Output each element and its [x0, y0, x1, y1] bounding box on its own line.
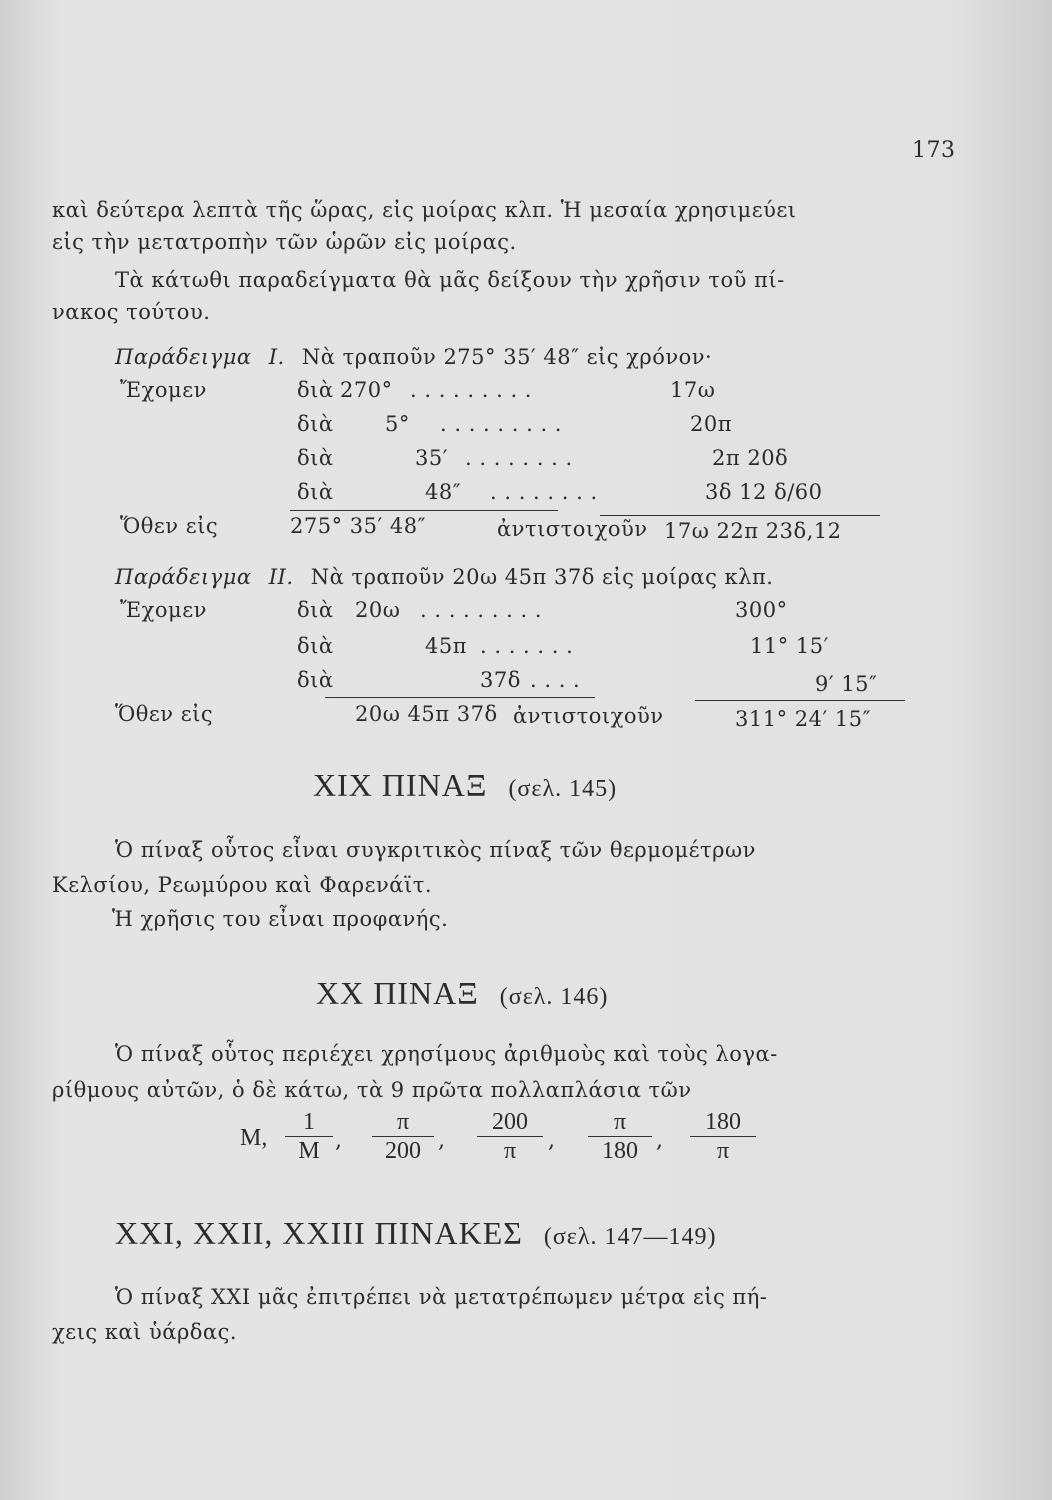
example2-row-3-dia: διὰ — [297, 668, 334, 692]
section19-ref: (σελ. 145) — [508, 776, 618, 802]
example1-left-rule — [290, 510, 558, 511]
example1-row-2-value: 5° — [385, 412, 410, 436]
example2-numeral: ΙΙ. — [268, 565, 294, 589]
example2-row-2-dots: . . . . . . . — [480, 634, 574, 658]
example2-whence-label: Ὅθεν εἰς — [115, 702, 214, 726]
fraction-separator-4: , — [656, 1128, 663, 1153]
fraction-separator-2: , — [438, 1128, 445, 1153]
example2-corresponds: ἀντιστοιχοῦν — [513, 704, 664, 728]
section21-ref: (σελ. 147—149) — [543, 1224, 717, 1250]
example1-title: Νὰ τραποῦν 275° 35′ 48″ εἰς χρόνον· — [301, 345, 713, 369]
fraction-1-over-M — [285, 1108, 333, 1165]
fraction-180-over-pi — [690, 1108, 756, 1165]
example2-title: Νὰ τραποῦν 20ω 45π 37δ εἰς μοίρας κλπ. — [310, 565, 774, 589]
intro-line-4: νακος τούτου. — [52, 300, 211, 324]
example1-total-left: 275° 35′ 48″ — [290, 514, 426, 538]
example2-label: Παράδειγμα — [115, 565, 252, 589]
fraction-1-denominator: Μ — [298, 1138, 320, 1164]
section21-line-1: Ὁ πίναξ ΧΧΙ μᾶς ἐπιτρέπει νὰ μετατρέπωμεν μέτρα εἰς πή- — [115, 1285, 768, 1309]
example1-heading — [115, 345, 712, 369]
intro-line-1: καὶ δεύτερα λεπτὰ τῆς ὥρας, εἰς μοίρας κλπ. Ἡ μεσαία χρησιμεύει — [52, 198, 797, 222]
example2-heading — [115, 565, 773, 589]
section21-line-2: χεις καὶ ὑάρδας. — [52, 1320, 238, 1344]
example2-row-2-value: 45π — [425, 634, 468, 658]
example1-row-1-dia: διὰ — [297, 378, 334, 402]
intro-line-2: εἰς τὴν μετατροπὴν τῶν ὡρῶν εἰς μοίρας. — [52, 230, 517, 254]
example2-row-1-value: 20ω — [355, 598, 401, 622]
fraction-separator-1: , — [335, 1128, 342, 1153]
fraction-3-denominator: π — [503, 1138, 517, 1164]
section19-heading — [313, 767, 617, 804]
example2-row-1-result: 300° — [735, 598, 788, 622]
example1-row-1-dots: . . . . . . . . . — [410, 378, 532, 402]
example2-row-3-value: 37δ — [480, 668, 521, 692]
fraction-4-denominator: 180 — [602, 1138, 638, 1164]
example1-row-1-value: 270° — [340, 378, 393, 402]
example2-total-right: 311° 24′ 15″ — [735, 707, 871, 731]
example1-row-3-result: 2π 20δ — [712, 446, 789, 470]
section19-line-3: Ἡ χρῆσις του εἶναι προφανής. — [112, 907, 449, 931]
formula-lead: Μ, — [240, 1125, 268, 1151]
section20-heading — [316, 975, 608, 1012]
section20-line-1: Ὁ πίναξ οὗτος περιέχει χρησίμους ἀριθμοὺς καὶ τοὺς λογα- — [115, 1042, 778, 1066]
fraction-3-numerator: 200 — [477, 1108, 543, 1137]
example2-right-rule — [695, 700, 905, 701]
example1-right-rule — [600, 515, 880, 516]
example1-corresponds: ἀντιστοιχοῦν — [497, 517, 648, 541]
section20-title: ΧΧ ΠΙΝΑΞ — [316, 975, 479, 1011]
example1-row-2-dia: διὰ — [297, 412, 334, 436]
section20-ref: (σελ. 146) — [499, 984, 609, 1010]
example2-row-2-dia: διὰ — [297, 634, 334, 658]
example2-row-3-result: 9′ 15″ — [815, 672, 878, 696]
example1-row-4-dots: . . . . . . . . — [490, 480, 598, 504]
example1-label: Παράδειγμα — [115, 345, 252, 369]
section21-title: ΧΧΙ, ΧΧΙΙ, ΧΧΙΙΙ ΠΙΝΑΚΕΣ — [115, 1215, 523, 1251]
example1-row-1-result: 17ω — [670, 378, 716, 402]
fraction-4-numerator: π — [588, 1108, 652, 1137]
example2-left-rule — [325, 697, 595, 698]
example1-row-3-dots: . . . . . . . . — [465, 446, 573, 470]
example2-have-label: Ἔχομεν — [120, 598, 207, 622]
example1-row-2-dots: . . . . . . . . . — [440, 412, 562, 436]
example1-row-4-value: 48″ — [425, 480, 462, 504]
fraction-2-numerator: π — [372, 1108, 434, 1137]
example2-row-1-dia: διὰ — [297, 598, 334, 622]
page-number: 173 — [912, 138, 956, 163]
fraction-5-denominator: π — [716, 1138, 730, 1164]
fraction-separator-3: , — [548, 1128, 555, 1153]
example1-row-4-result: 3δ 12 δ/60 — [705, 480, 823, 504]
section19-title: ΧΙΧ ΠΙΝΑΞ — [313, 767, 488, 803]
example1-total-right: 17ω 22π 23δ,12 — [664, 519, 842, 543]
example1-row-2-result: 20π — [690, 412, 733, 436]
example1-row-3-value: 35′ — [415, 446, 448, 470]
fraction-1-numerator: 1 — [285, 1108, 333, 1137]
example1-have-label: Ἔχομεν — [120, 378, 207, 402]
fraction-pi-over-180 — [588, 1108, 652, 1165]
example1-whence-label: Ὅθεν εἰς — [120, 514, 219, 538]
section20-line-2: ρίθμους αὐτῶν, ὁ δὲ κάτω, τὰ 9 πρῶτα πολλαπλάσια τῶν — [52, 1078, 692, 1102]
fraction-pi-over-200 — [372, 1108, 434, 1165]
fraction-200-over-pi — [477, 1108, 543, 1165]
example2-row-1-dots: . . . . . . . . . — [420, 598, 542, 622]
example1-row-3-dia: διὰ — [297, 446, 334, 470]
section19-line-2: Κελσίου, Ρεωμύρου καὶ Φαρενάϊτ. — [52, 873, 432, 897]
section19-line-1: Ὁ πίναξ οὗτος εἶναι συγκριτικὸς πίναξ τῶν θερμομέτρων — [115, 838, 756, 862]
fraction-5-numerator: 180 — [690, 1108, 756, 1137]
fraction-2-denominator: 200 — [385, 1138, 421, 1164]
section21-heading — [115, 1215, 717, 1252]
example1-row-4-dia: διὰ — [297, 480, 334, 504]
example1-numeral: Ι. — [268, 345, 285, 369]
example2-row-3-dots: . . . . — [530, 668, 581, 692]
example2-row-2-result: 11° 15′ — [750, 634, 829, 658]
intro-line-3: Τὰ κάτωθι παραδείγματα θὰ μᾶς δείξουν τὴν χρῆσιν τοῦ πί- — [115, 268, 785, 292]
example2-total-left: 20ω 45π 37δ — [355, 702, 498, 726]
